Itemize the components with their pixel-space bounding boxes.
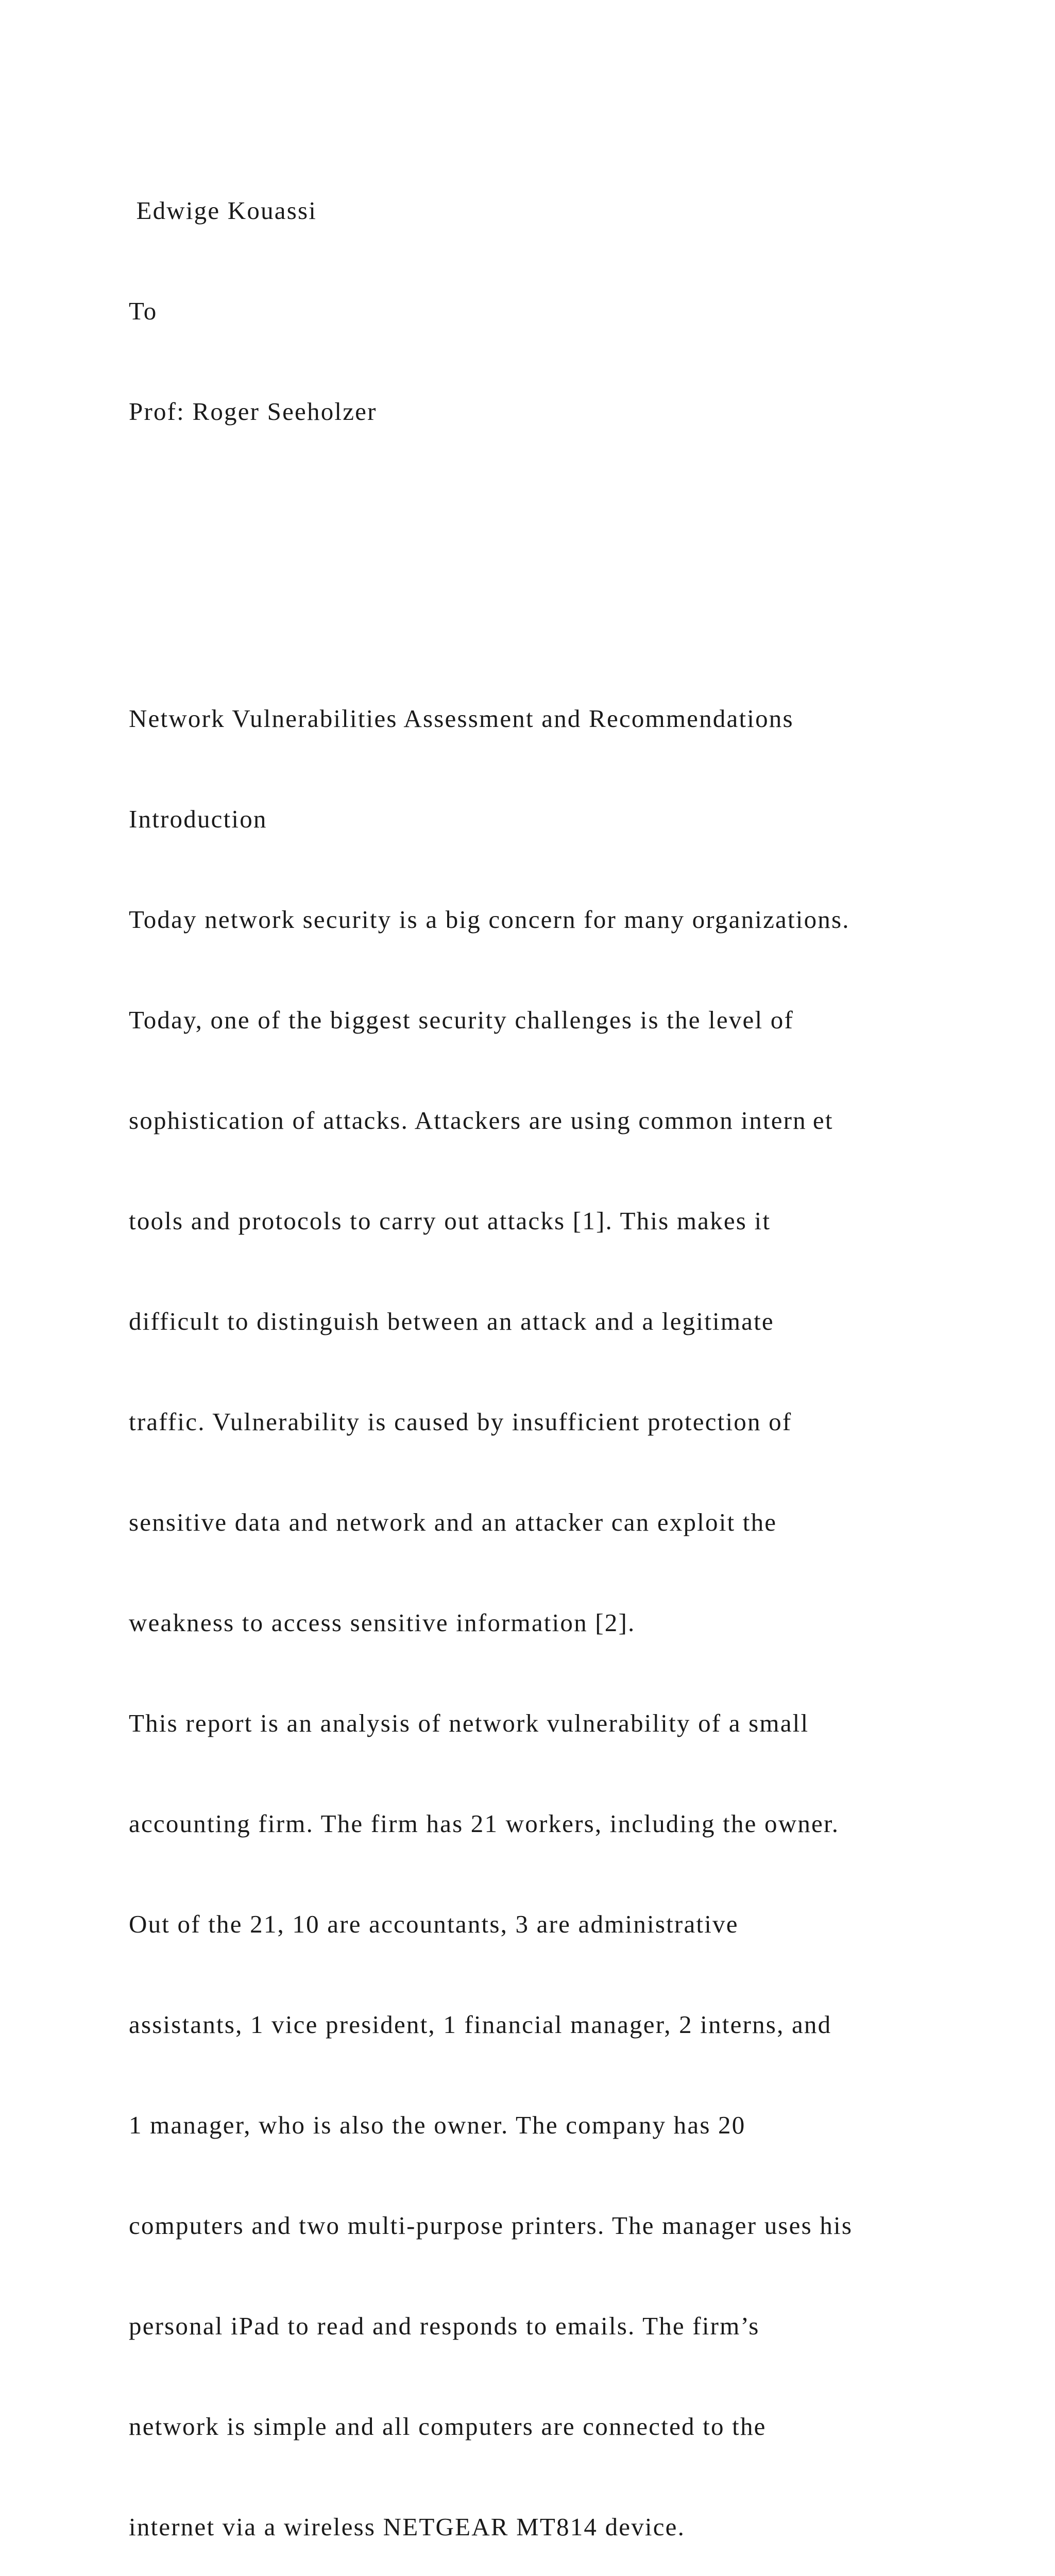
paragraph-line: difficult to distinguish between an attack and a legitimate [129, 1307, 774, 1335]
paragraph-line: Today network security is a big concern for many organizations. [129, 905, 850, 934]
paragraph-line: Today, one of the biggest security challenges is the level of [129, 1006, 794, 1034]
section-heading-introduction: Introduction [129, 805, 267, 833]
paragraph-line: sensitive data and network and an attacker can exploit the [129, 1508, 777, 1536]
paragraph-line: assistants, 1 vice president, 1 financial manager, 2 interns, and [129, 2010, 832, 2039]
recipient-label: To [129, 297, 158, 325]
report-body [129, 635, 1005, 2576]
paragraph-line: weakness to access sensitive information [2]. [129, 1608, 636, 1637]
header-block [129, 127, 1005, 495]
paragraph-line: This report is an analysis of network vulnerability of a small [129, 1709, 809, 1737]
author-name: Edwige Kouassi [129, 196, 317, 225]
paragraph-line: internet via a wireless NETGEAR MT814 device. [129, 2513, 686, 2541]
paragraph-line: accounting firm. The firm has 21 workers, including the owner. [129, 1809, 840, 1838]
paragraph-line: personal iPad to read and responds to emails. The firm’s [129, 2312, 760, 2340]
paragraph-line: computers and two multi-purpose printers. The manager uses his [129, 2211, 853, 2240]
paragraph-line: 1 manager, who is also the owner. The company has 20 [129, 2111, 746, 2139]
paragraph-line: tools and protocols to carry out attacks [1]. This makes it [129, 1207, 771, 1235]
paragraph-line: Out of the 21, 10 are accountants, 3 are administrative [129, 1910, 739, 1938]
paragraph-line: network is simple and all computers are connected to the [129, 2412, 767, 2441]
professor-name: Prof: Roger Seeholzer [129, 397, 377, 426]
paragraph-line: traffic. Vulnerability is caused by insufficient protection of [129, 1408, 792, 1436]
report-title: Network Vulnerabilities Assessment and Recommendations [129, 704, 794, 733]
paragraph-line: sophistication of attacks. Attackers are using common intern et [129, 1106, 833, 1134]
